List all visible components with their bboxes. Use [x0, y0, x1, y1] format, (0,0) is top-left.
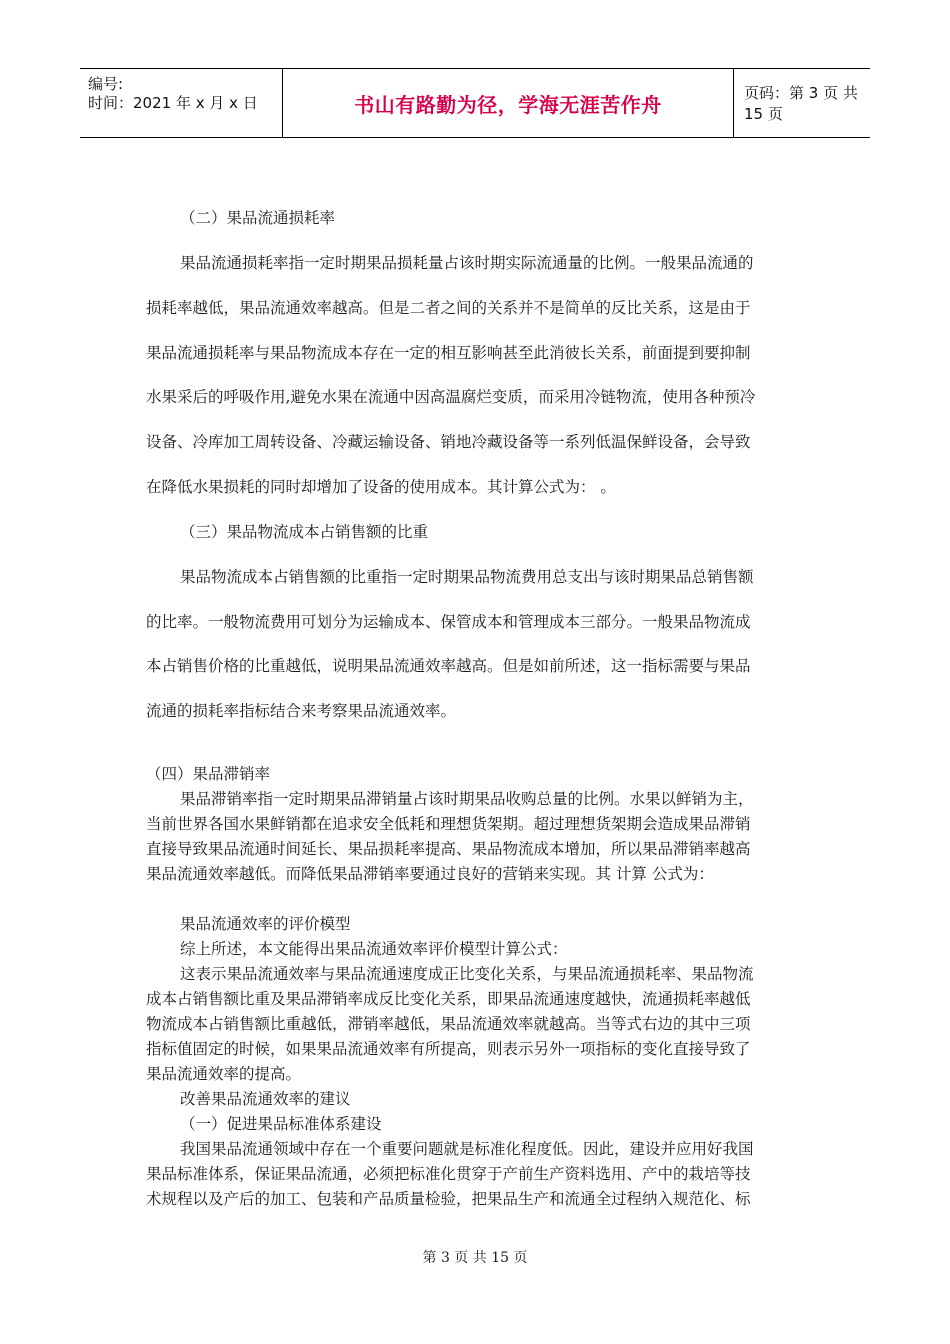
paragraph-line: 在降低水果损耗的同时却增加了设备的使用成本。其计算公式为： 。: [146, 478, 616, 496]
model-heading: 果品流通效率的评价模型: [180, 915, 351, 933]
paragraph-line: 这表示果品流通效率与果品流通速度成正比变化关系，与果品流通损耗率、果品物流: [180, 965, 754, 983]
paragraph-line: 流通的损耗率指标结合来考察果品流通效率。: [146, 702, 457, 720]
page-footer: 第 3 页 共 15 页: [422, 1250, 528, 1266]
paragraph-line: 直接导致果品流通时间延长、果品损耗率提高、果品物流成本增加，所以果品滞销率越高: [146, 840, 751, 858]
paragraph-line: 果品滞销率指一定时期果品滞销量占该时期果品收购总量的比例。水果以鲜销为主，: [180, 790, 754, 808]
section3-heading: （三）果品物流成本占销售额的比重: [180, 523, 429, 541]
paragraph-line: 术规程以及产后的加工、包装和产品质量检验，把果品生产和流通全过程纳入规范化、标: [146, 1190, 751, 1208]
paragraph-line: 设备、冷库加工周转设备、冷藏运输设备、销地冷藏设备等一系列低温保鲜设备，会导致: [146, 433, 751, 451]
header-page-info: 页码：第 3 页 共 15 页: [744, 84, 858, 123]
paragraph-line: 本占销售价格的比重越低，说明果品流通效率越高。但是如前所述，这一指标需要与果品: [146, 657, 751, 675]
header-meta: [80, 69, 282, 137]
paragraph-line: 水果采后的呼吸作用,避免水果在流通中因高温腐烂变质，而采用冷链物流，使用各种预冷: [146, 388, 756, 406]
paragraph-line: 果品流通损耗率与果品物流成本存在一定的相互影响甚至此消彼长关系，前面提到要抑制: [146, 344, 751, 362]
paragraph-line: 果品流通效率的提高。: [146, 1065, 302, 1083]
paragraph-line: 当前世界各国水果鲜销都在追求安全低耗和理想货架期。超过理想货架期会造成果品滞销: [146, 815, 751, 833]
section2-heading: （二）果品流通损耗率: [180, 209, 336, 227]
doc-number-label: 编号:: [88, 75, 124, 93]
paragraph-line: 的比率。一般物流费用可划分为运输成本、保管成本和管理成本三部分。一般果品物流成: [146, 613, 751, 631]
paragraph-line: 果品物流成本占销售额的比重指一定时期果品物流费用总支出与该时期果品总销售额: [180, 568, 754, 586]
date-label: 时间：2021 年 x 月 x 日: [88, 94, 258, 112]
paragraph-line: 果品标准体系，保证果品流通，必须把标准化贯穿于产前生产资料选用、产中的栽培等技: [146, 1165, 751, 1183]
model-intro: 综上所述，本文能得出果品流通效率评价模型计算公式：: [180, 940, 568, 958]
motto-text: 书山有路勤为径，学海无涯苦作舟: [354, 92, 662, 117]
paragraph-line: 果品流通效率越低。而降低果品滞销率要通过良好的营销来实现。其 计算 公式为：: [146, 865, 714, 883]
paragraph-line: 物流成本占销售额比重越低，滞销率越低，果品流通效率就越高。当等式右边的其中三项: [146, 1015, 751, 1033]
paragraph-line: 损耗率越低，果品流通效率越高。但是二者之间的关系并不是简单的反比关系，这是由于: [146, 299, 751, 317]
paragraph-line: 成本占销售额比重及果品滞销率成反比变化关系，即果品流通速度越快，流通损耗率越低: [146, 990, 751, 1008]
page-header: [80, 68, 870, 138]
paragraph-line: 果品流通损耗率指一定时期果品损耗量占该时期实际流通量的比例。一般果品流通的: [180, 254, 754, 272]
suggest-subheading: （一）促进果品标准体系建设: [180, 1115, 382, 1133]
paragraph-line: 指标值固定的时候，如果果品流通效率有所提高，则表示另外一项指标的变化直接导致了: [146, 1040, 751, 1058]
section4-heading: （四）果品滞销率: [146, 765, 271, 783]
paragraph-line: 我国果品流通领域中存在一个重要问题就是标准化程度低。因此，建设并应用好我国: [180, 1140, 754, 1158]
suggest-heading: 改善果品流通效率的建议: [180, 1090, 351, 1108]
header-motto: [282, 69, 734, 137]
